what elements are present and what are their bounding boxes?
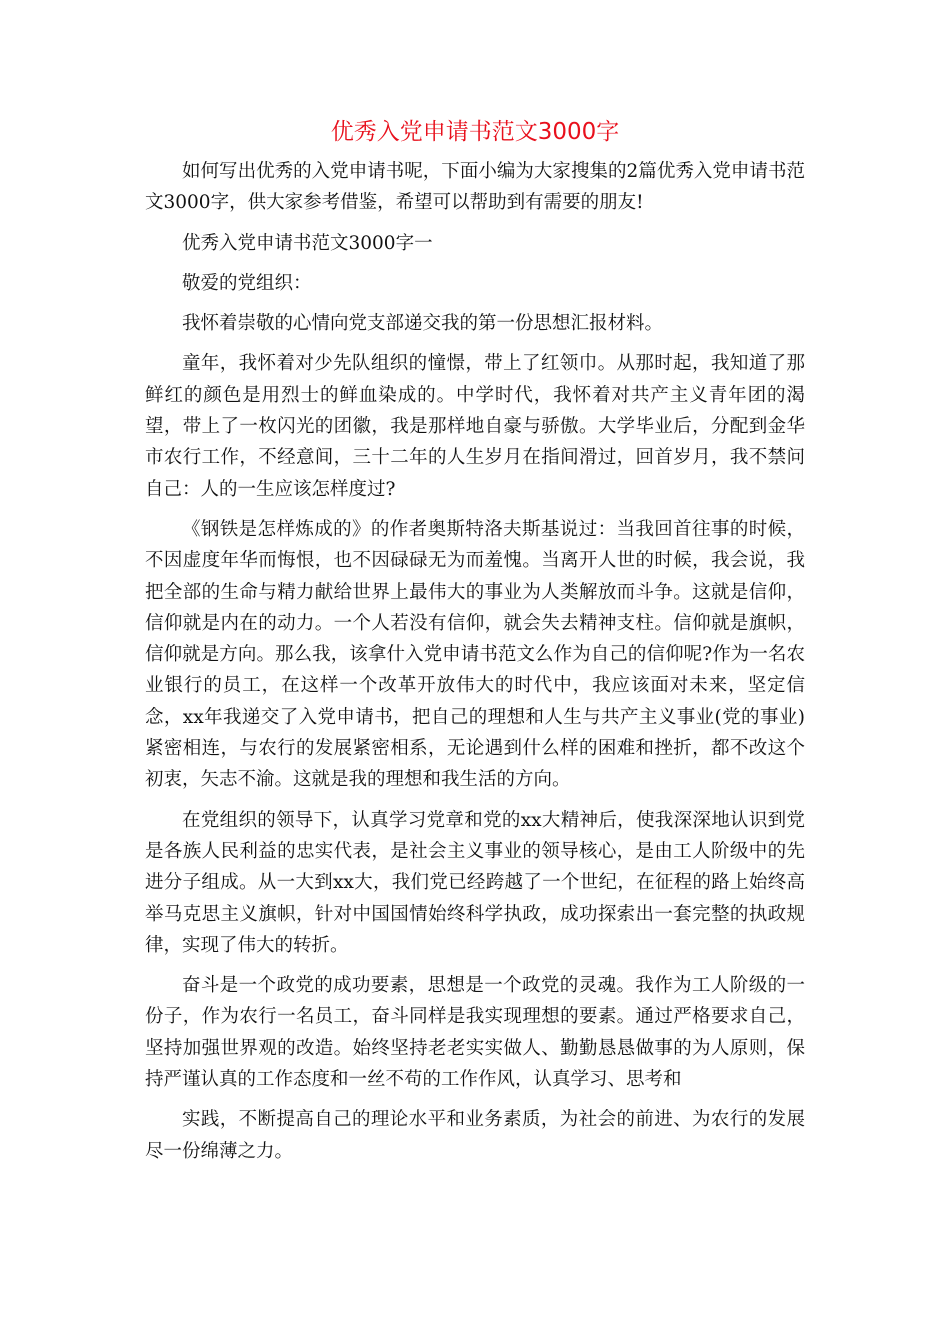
page-title: 优秀入党申请书范文3000字 bbox=[330, 119, 620, 145]
paragraph: 童年，我怀着对少先队组织的憧憬，带上了红领巾。从那时起，我知道了那鲜红的颜色是用烈士的鲜血染成的。中学时代，我怀着对共产主义青年团的渴望，带上了一枚闪光的团徽，我是那样地自豪与骄傲。大学毕业后，分配到金华市农行工作，不经意间，三十二年的人生岁月在指间滑过，回首岁月，我不禁问自己：人的一生应该怎样度过? bbox=[145, 353, 805, 500]
paragraph: 实践，不断提高自己的理论水平和业务素质，为社会的前进、为农行的发展尽一份绵薄之力。 bbox=[145, 1109, 805, 1162]
paragraph: 我怀着崇敬的心情向党支部递交我的第一份思想汇报材料。 bbox=[182, 313, 664, 335]
document-body bbox=[145, 156, 805, 1176]
paragraph: 奋斗是一个政党的成功要素，思想是一个政党的灵魂。我作为工人阶级的一份子，作为农行一名员工，奋斗同样是我实现理想的要素。通过严格要求自己，坚持加强世界观的改造。始终坚持老老实实做人、勤勤恳恳做事的为人原则，保持严谨认真的工作态度和一丝不苟的工作作风，认真学习、思考和 bbox=[145, 975, 805, 1091]
paragraph: 《钢铁是怎样炼成的》的作者奥斯特洛夫斯基说过：当我回首往事的时候，不因虚度年华而悔恨，也不因碌碌无为而羞愧。当离开人世的时候，我会说，我把全部的生命与精力献给世界上最伟大的事业为人类解放而斗争。这就是信仰，信仰就是内在的动力。一个人若没有信仰，就会失去精神支柱。信仰就是旗帜，信仰就是方向。那么我，该拿什入党申请书范文么作为自己的信仰呢?作为一名农业银行的员工，在这样一个改革开放伟大的时代中，我应该面对未来，坚定信念，xx年我递交了入党申请书，把自己的理想和人生与共产主义事业(党的事业)紧密相连，与农行的发展紧密相系，无论遇到什么样的困难和挫折，都不改这个初衷，矢志不渝。这就是我的理想和我生活的方向。 bbox=[145, 518, 805, 791]
paragraph: 在党组织的领导下，认真学习党章和党的xx大精神后，使我深深地认识到党是各族人民利益的忠实代表，是社会主义事业的领导核心，是由工人阶级中的先进分子组成。从一大到xx大，我们党已经跨越了一个世纪，在征程的路上始终高举马克思主义旗帜，针对中国国情始终科学执政，成功探索出一套完整的执政规律，实现了伟大的转折。 bbox=[145, 809, 805, 956]
paragraph-subtitle: 优秀入党申请书范文3000字一 bbox=[182, 232, 433, 254]
paragraph-salutation: 敬爱的党组织： bbox=[182, 272, 312, 294]
paragraph-intro: 如何写出优秀的入党申请书呢，下面小编为大家搜集的2篇优秀入党申请书范文3000字，供大家参考借鉴，希望可以帮助到有需要的朋友! bbox=[145, 161, 805, 214]
